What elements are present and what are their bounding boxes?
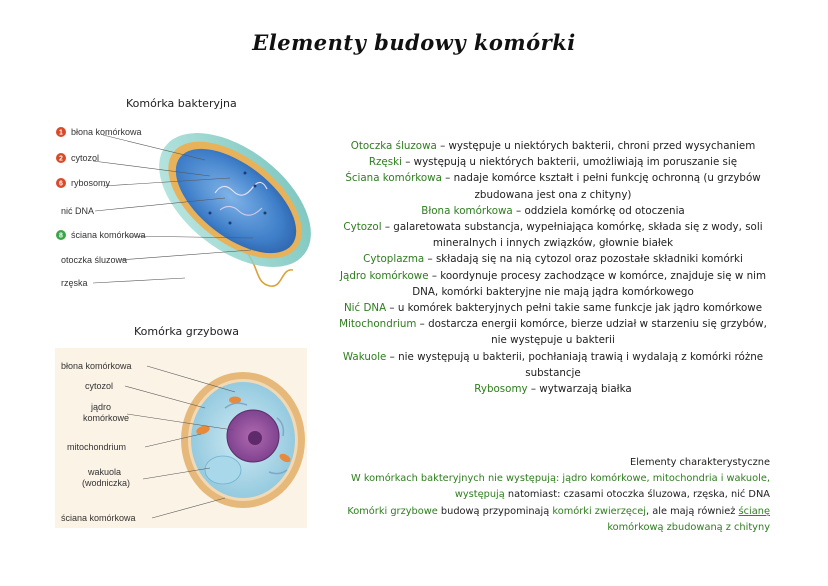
definition-item — [333, 300, 773, 316]
label-f-komorkowe: komórkowe — [83, 413, 130, 423]
label-f-mitochondrium: mitochondrium — [67, 442, 127, 452]
summary-line2-rest: natomiast: czasami otoczka śluzowa, rzęska, nić DNA — [504, 489, 770, 501]
fungus-caption: Komórka grzybowa — [134, 325, 240, 338]
definition-term: Otoczka śluzowa — [350, 140, 437, 152]
definition-term: Nić DNA — [343, 302, 387, 315]
summary-heading: Elementy charakterystyczne — [630, 457, 770, 468]
summary-line-4 — [330, 520, 770, 536]
definition-term: Mitochondrium — [339, 318, 417, 331]
definition-term: Rzęski — [368, 156, 402, 169]
badge-2: 2 — [59, 155, 63, 163]
definition-text: – oddziela komórkę od otoczenia — [512, 204, 685, 217]
label-f-wakuola: wakuola — [88, 467, 122, 477]
definitions-list — [333, 138, 773, 397]
definition-item — [333, 268, 773, 300]
summary-line3-mid: budową przypominają — [437, 505, 553, 517]
label-rybosomy: rybosomy — [71, 178, 111, 188]
definition-item — [333, 349, 773, 381]
fungus-illustration — [55, 348, 307, 528]
summary-line3-green1: Komórki grzybowe — [347, 505, 438, 517]
summary-line4-green: komórkową zbudowaną z chityny — [607, 521, 770, 533]
summary-line-2 — [330, 487, 770, 503]
definition-text: – występuje u niektórych bakterii, chroni przed wysychaniem — [436, 140, 756, 152]
definition-item — [333, 154, 773, 170]
definition-text: – u komórek bakteryjnych pełni takie same funkcje jak jądro komórkowe — [386, 302, 763, 315]
summary-line3-green3: ścianę — [738, 505, 770, 517]
label-f-jadro: jądro — [91, 402, 112, 412]
label-f-wodniczka: (wodniczka) — [82, 478, 131, 488]
summary-line3-green2: komórki zwierzęcej — [552, 505, 647, 517]
label-otoczka: otoczka śluzowa — [61, 255, 128, 265]
definition-text: – wytwarzają białka — [527, 383, 632, 396]
summary-line-3 — [330, 504, 770, 520]
badge-1: 1 — [59, 129, 63, 137]
definition-text: – galaretowata substancja, wypełniająca komórkę, składa się z wody, soli mineralnych i innych związków, głownie białek — [381, 221, 763, 250]
label-sciana: ściana komórkowa — [71, 230, 146, 240]
definition-text: – koordynuje procesy zachodzące w komórce, znajduje się w nim DNA, komórki bakteryjne nie mają jądra komórkowego — [412, 269, 766, 298]
definition-text: – występują u niektórych bakterii, umożliwiają im poruszanie się — [401, 156, 738, 169]
badge-6: 6 — [59, 180, 63, 188]
definition-term: Cytoplazma — [363, 253, 425, 266]
summary-line1-green: W komórkach bakteryjnych nie występują: jądro komórkowe, mitochondria i wakuole, — [351, 473, 770, 485]
definition-term: Błona komórkowa — [421, 204, 513, 217]
definition-item — [333, 138, 773, 154]
definition-text: – dostarcza energii komórce, bierze udział w starzeniu się grzybów, nie występuje u bakterii — [416, 318, 767, 347]
definition-text: – nie występują u bakterii, pochłaniają trawią i wydalają z komórki różne substancje — [386, 350, 764, 379]
definition-item — [333, 170, 773, 202]
definition-item — [333, 251, 773, 267]
definition-item — [333, 219, 773, 251]
label-blona: błona komórkowa — [71, 127, 142, 137]
label-f-sciana: ściana komórkowa — [61, 513, 136, 523]
definition-term: Rybosomy — [474, 383, 528, 396]
bacteria-caption: Komórka bakteryjna — [126, 97, 237, 110]
definition-term: Ściana komórkowa — [345, 172, 442, 185]
definition-text: – nadaje komórce kształt i pełni funkcję ochronną (u grzybów zbudowana jest ona z chityny) — [441, 172, 761, 201]
bacteria-illustration — [55, 118, 315, 298]
label-dna: nić DNA — [61, 206, 95, 216]
label-f-cytozol: cytozol — [85, 381, 114, 391]
label-cytozol: cytozol — [71, 153, 100, 163]
definition-item — [333, 203, 773, 219]
definition-term: Cytozol — [343, 221, 382, 234]
summary-line2-green: występują — [454, 489, 505, 501]
page-title: Elementy budowy komórki — [252, 30, 576, 55]
summary-line-1 — [330, 471, 770, 487]
label-rzeska: rzęska — [61, 278, 88, 288]
definition-term: Jądro komórkowe — [339, 269, 429, 282]
definition-text: – składają się na nią cytozol oraz pozostałe składniki komórki — [424, 253, 743, 266]
definition-term: Wakuole — [342, 350, 387, 363]
summary-block — [330, 455, 770, 536]
definition-item — [333, 316, 773, 348]
badge-8: 8 — [59, 232, 63, 240]
summary-line3-mid2: , ale mają również — [646, 505, 739, 517]
label-f-blona: błona komórkowa — [61, 361, 132, 371]
definition-item — [333, 381, 773, 397]
